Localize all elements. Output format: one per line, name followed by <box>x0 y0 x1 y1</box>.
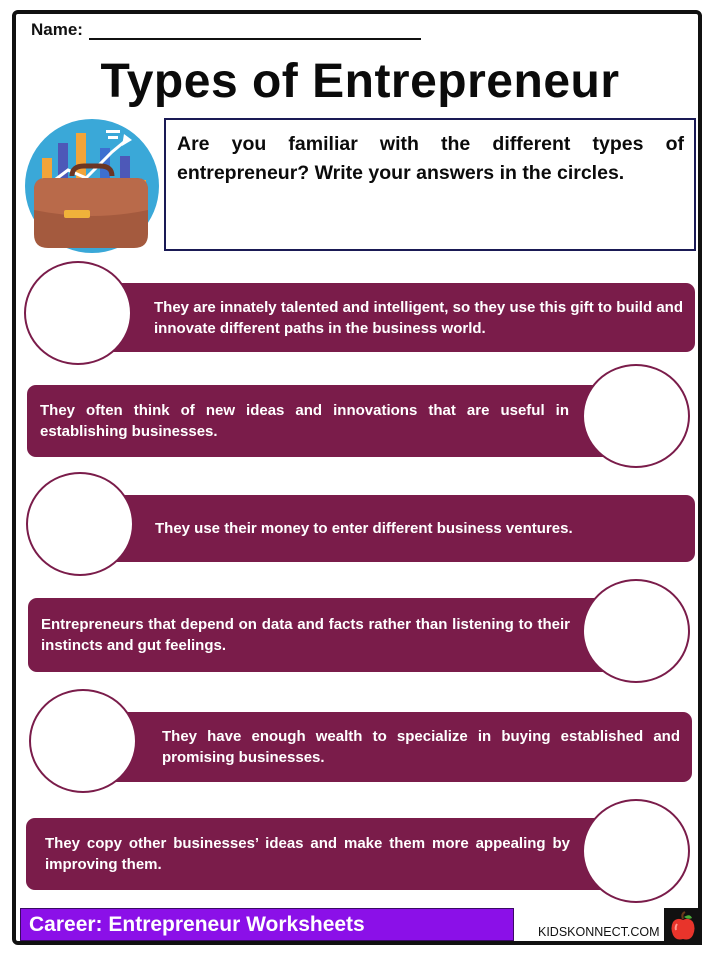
clue-band-5 <box>104 712 692 782</box>
answer-circle-2[interactable] <box>582 364 690 468</box>
clue-band-3 <box>102 495 695 562</box>
logo-box <box>664 908 702 945</box>
clue-text-3: They use their money to enter different business ventures. <box>155 520 573 537</box>
apple-icon <box>664 908 702 945</box>
clue-band-1 <box>102 283 695 352</box>
answer-circle-3[interactable] <box>26 472 134 576</box>
answer-circle-5[interactable] <box>29 689 137 793</box>
footer-title: Career: Entrepreneur Worksheets <box>20 908 514 941</box>
instructions-box <box>164 118 696 251</box>
page-title: Types of Entrepreneur <box>100 55 620 108</box>
clue-text-2: They often think of new ideas and innovations that are useful in establishing businesses. <box>40 402 569 440</box>
brand-text: KIDSKONNECT.COM <box>538 925 660 939</box>
clue-band-4 <box>28 598 620 672</box>
clue-text-4: Entrepreneurs that depend on data and facts rather than listening to their instincts and gut feelings. <box>41 616 570 654</box>
clue-text-5: They have enough wealth to specialize in buying established and promising businesses. <box>162 728 680 766</box>
clue-text-6: They copy other businesses’ ideas and make them more appealing by improving them. <box>45 835 570 873</box>
name-input-line[interactable] <box>89 22 421 40</box>
briefcase-chart-icon <box>24 118 160 254</box>
answer-circle-6[interactable] <box>582 799 690 903</box>
clue-band-2 <box>27 385 619 457</box>
clue-text-1: They are innately talented and intelligent, so they use this gift to build and innovate different paths in the business world. <box>154 298 683 337</box>
instructions-text: Are you familiar with the different types of entrepreneur? Write your answers in the circles. <box>177 133 684 184</box>
clue-band-6 <box>26 818 620 890</box>
name-label: Name: <box>31 20 83 39</box>
answer-circle-1[interactable] <box>24 261 132 365</box>
name-field-row <box>31 20 421 40</box>
answer-circle-4[interactable] <box>582 579 690 683</box>
